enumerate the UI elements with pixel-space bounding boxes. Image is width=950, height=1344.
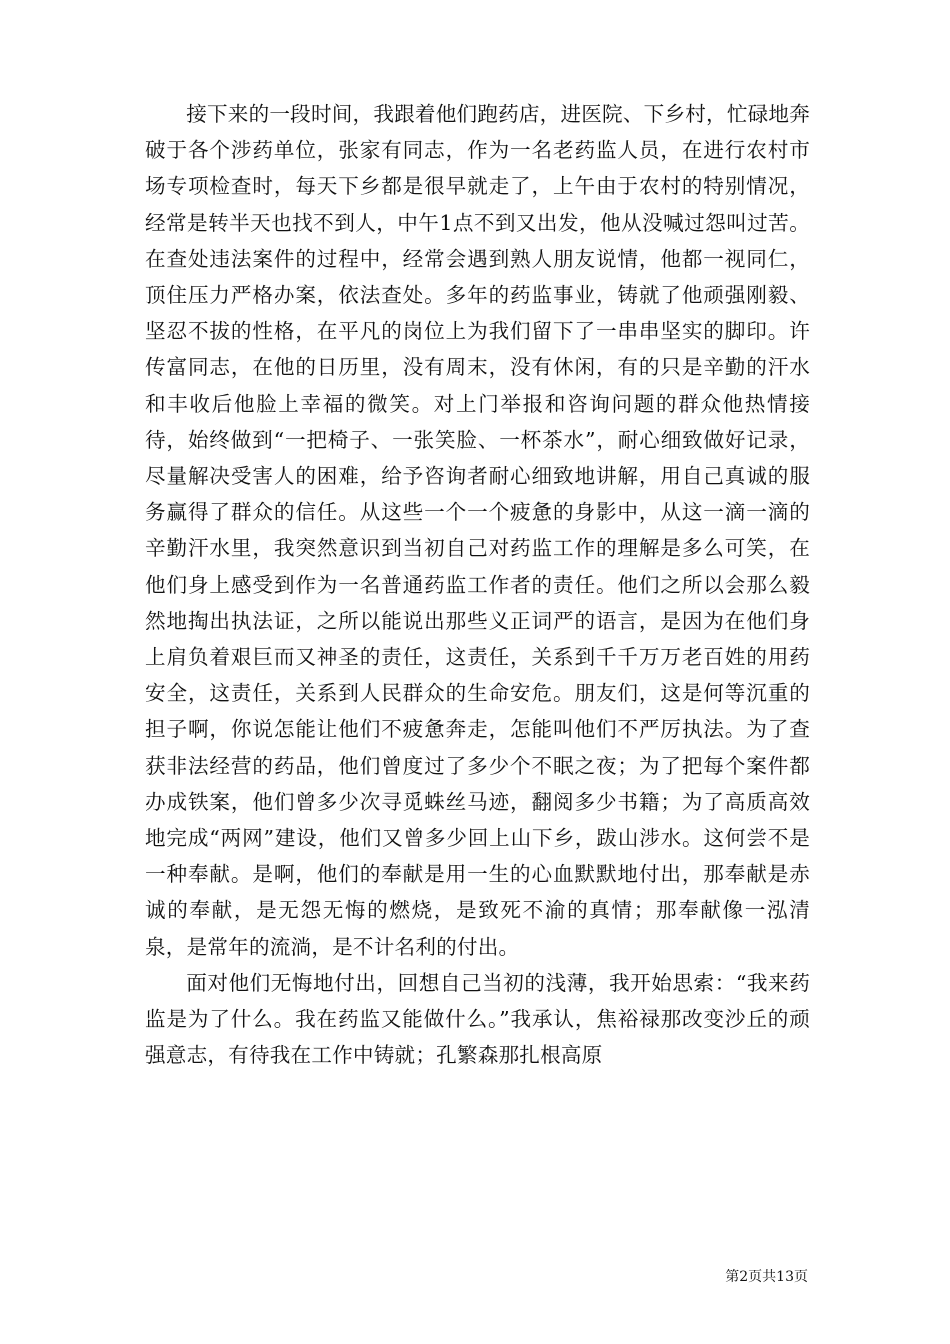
footer-prefix: 第 (725, 1269, 740, 1285)
footer-suffix: 页 (794, 1269, 808, 1285)
footer-current-page: 2 (739, 1269, 749, 1285)
paragraph-2: 面对他们无悔地付出，回想自己当初的浅薄，我开始思索：“我来药监是为了什么。我在药监又能做什么。”我承认，焦裕禄那改变沙丘的顽强意志，有待我在工作中铸就；孔繁森那扎根高原 (145, 970, 810, 1068)
paragraph-1: 接下来的一段时间，我跟着他们跑药店，进医院、下乡村，忙碌地奔破于各个涉药单位，张家有同志，作为一名老药监人员，在进行农村市场专项检查时，每天下乡都是很早就走了，上午由于农村的特别情况，经常是转半天也找不到人，中午1点不到又出发，他从没喊过怨叫过苦。在查处违法案件的过程中，经常会遇到熟人朋友说情，他都一视同仁，顶住压力严格办案，依法查处。多年的药监事业，铸就了他顽强刚毅、坚忍不拔的性格，在平凡的岗位上为我们留下了一串串坚实的脚印。许传富同志，在他的日历里，没有周末，没有休闲，有的只是辛勤的汗水和丰收后他脸上幸福的微笑。对上门举报和咨询问题的群众他热情接待，始终做到“一把椅子、一张笑脸、一杯茶水”，耐心细致做好记录，尽量解决受害人的困难，给予咨询者耐心细致地讲解，用自己真诚的服务赢得了群众的信任。从这些一个一个疲惫的身影中，从这一滴一滴的辛勤汗水里，我突然意识到当初自己对药监工作的理解是多么可笑，在他们身上感受到作为一名普通药监工作者的责任。他们之所以会那么毅然地掏出执法证，之所以能说出那些义正词严的语言，是因为在他们身上肩负着艰巨而又神圣的责任，这责任，关系到千千万万老百姓的用药安全，这责任，关系到人民群众的生命安危。朋友们，这是何等沉重的担子啊，你说怎能让他们不疲惫奔走，怎能叫他们不严厉执法。为了查获非法经营的药品，他们曾度过了多少个不眠之夜；为了把每个案件都办成铁案，他们曾多少次寻觅蛛丝马迹，翻阅多少书籍；为了高质高效地完成“两网”建设，他们又曾多少回上山下乡，跋山涉水。这何尝不是一种奉献。是啊，他们的奉献是用一生的心血默默地付出，那奉献是赤诚的奉献，是无怨无悔的燃烧，是致死不渝的真情；那奉献像一泓清泉，是常年的流淌，是不计名利的付出。 (145, 102, 810, 959)
footer-total-pages: 13 (776, 1269, 794, 1285)
footer-middle: 页共 (748, 1269, 777, 1285)
body-text (145, 96, 810, 1073)
page-number-footer (725, 1268, 808, 1286)
